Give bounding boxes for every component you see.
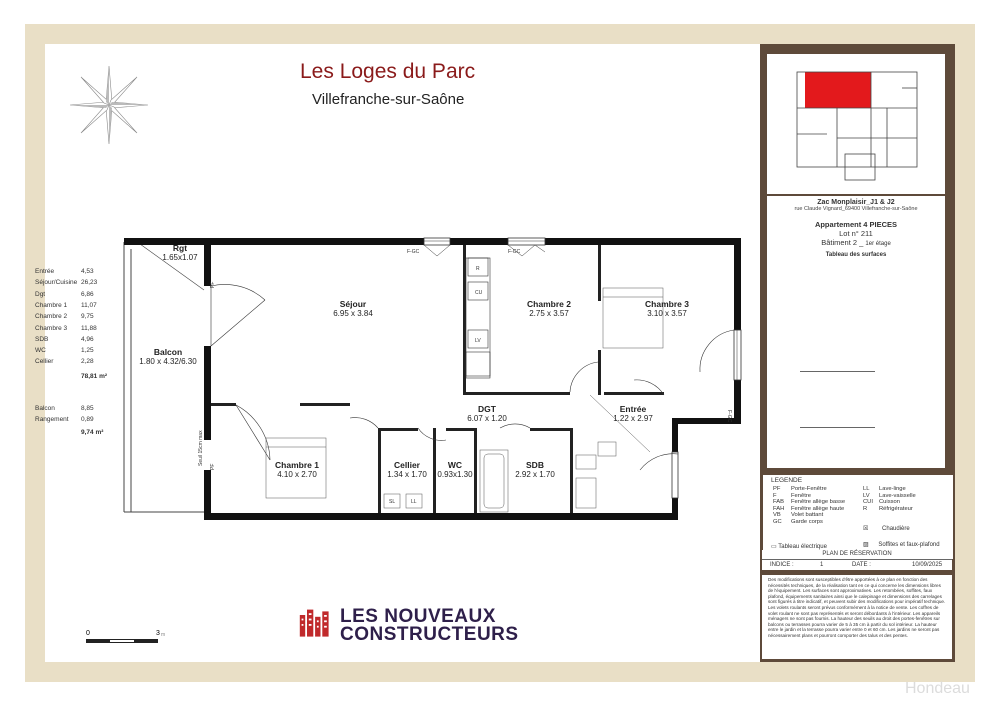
- surface-row: Chambre 1 11,07: [35, 301, 97, 309]
- balcony-outline: [124, 242, 204, 512]
- total-divider: [800, 371, 875, 372]
- disclaimer-notes: Des modifications sont susceptibles d'être apportées à ce plan en fonction des nécessités techniques, de la réalisation tant en ce qui concerne les dimensions libres de l'équipement. Les surfaces sont approximatives. Les retombées, soffites, faux plafond, équipements sanitaires ainsi que le calepinage et dimensions des carrelages sont figurés à titre indicatif, et peuvent subir des modifications pour impératif technique. Les volets roulants seront prévus conformément à la notice de vente. Les coffres de volet roulant ne sont pas représentés et seront débordants à l'intérieur. Les appareils ménagers ne sont pas fournis. La hauteur des seuils au droit des portes-fenêtres sur balcons ou terrasses pourra varier de 5 à 35 cm à partir du sol intérieur. La hauteur entre le jardin et la terrasse pourra varier entre 0 et 60 cm. Les jardins ne seront pas nécessairement plans et pourront comporter des talus et des pentes.: [762, 575, 952, 659]
- room-dimensions: 6.95 x 3.84: [333, 309, 373, 318]
- room-sdb: [500, 460, 570, 480]
- room-dgt: [452, 404, 522, 424]
- brand-logo-icon: [296, 606, 336, 642]
- reservation-title: PLAN DE RÉSERVATION: [762, 550, 952, 560]
- reservation-box: [762, 550, 952, 570]
- room-rgt: [150, 243, 210, 263]
- date-value: 10/09/2025: [912, 562, 943, 568]
- room-name: Entrée: [619, 404, 647, 414]
- legend-tableau: ▭ Tableau électrique: [771, 544, 827, 550]
- date-label: DATE :: [852, 562, 871, 568]
- room-dimensions: 2.75 x 3.57: [529, 309, 569, 318]
- fgc-label-3: F-GC: [726, 410, 732, 423]
- kitchen-counter: [466, 258, 490, 378]
- brand-name-line-2: CONSTRUCTEURS: [340, 624, 519, 645]
- room-chambre-1: [262, 460, 332, 480]
- room-name: Chambre 1: [275, 460, 319, 470]
- fridge-label: R: [476, 266, 480, 272]
- legend-item: CUI Cuisson: [863, 499, 900, 506]
- room-name: Séjour: [339, 299, 367, 309]
- annex-row: Balcon 8,85: [35, 405, 94, 412]
- surface-row: Chambre 3 11,88: [35, 324, 97, 332]
- room-name: Chambre 2: [527, 299, 571, 309]
- apartment-type: Appartement 4 PIECES: [814, 220, 898, 229]
- surface-row: Chambre 2 9,75: [35, 313, 94, 321]
- room-chambre-2: [514, 299, 584, 319]
- scale-three: 3: [156, 630, 160, 637]
- watermark: Hondeau: [905, 680, 970, 697]
- project-city: Villefranche-sur-Saône: [312, 91, 465, 108]
- legend-item: LL Lave-linge: [863, 486, 906, 492]
- scale-unit: m: [161, 632, 166, 638]
- room-name: Balcon: [153, 347, 183, 357]
- project-name: Zac Monplaisir_J1 & J2: [817, 199, 895, 206]
- annex-row: Rangement 0,89: [35, 416, 94, 423]
- legend-item: VB Volet battant: [773, 512, 824, 519]
- room-dimensions: 1.34 x 1.70: [387, 470, 427, 479]
- fgc-label-1: F-GC: [407, 249, 420, 255]
- surface-row: Entrée 4,53: [35, 268, 94, 275]
- room-name: Chambre 3: [645, 299, 689, 309]
- room-chambre-3: [632, 299, 702, 319]
- surface-row: SDB 4,96: [35, 335, 94, 343]
- room-balcon: [130, 347, 206, 367]
- legend-item: PF Porte-Fenêtre: [773, 486, 827, 492]
- room-name: DGT: [478, 404, 496, 414]
- scale-zero: 0: [86, 630, 90, 637]
- legend-soffites: ▨ Soffites et faux-plafond: [863, 542, 940, 548]
- legend-chaudiere: ☒ Chaudière: [863, 526, 910, 532]
- legend-item: GC Garde corps: [773, 519, 823, 525]
- scale-bar: [86, 630, 166, 644]
- room-entree: [598, 404, 668, 424]
- building-floor: Bâtiment 2 _ 1er étage: [821, 238, 891, 247]
- room-name: WC: [447, 460, 463, 470]
- dryer-label: SL: [389, 499, 396, 505]
- surface-row: WC 1,25: [35, 347, 94, 355]
- annex-divider: [800, 427, 875, 428]
- room-dimensions: 3.10 x 3.57: [647, 309, 687, 318]
- room-wc: [434, 460, 476, 480]
- legend-title: LEGENDE: [771, 477, 803, 484]
- room-dimensions: 1.80 x 4.32/6.30: [139, 357, 197, 366]
- brand-name-line-1: LES NOUVEAUX: [340, 606, 496, 627]
- room-dimensions: 2.92 x 1.70: [515, 470, 555, 479]
- pf-label-2: PF: [210, 463, 216, 470]
- legend: [762, 474, 954, 560]
- surface-row: Cellier 2,28: [35, 358, 94, 366]
- legend-item: FAB Fenêtre allège basse: [773, 499, 846, 506]
- room-cellier: [380, 460, 434, 480]
- indice-label: INDICE :: [770, 562, 794, 568]
- fgc-label-2: F-GC: [508, 249, 521, 255]
- room-sejour: [318, 299, 388, 319]
- cooktop-label: CU: [475, 290, 483, 296]
- pf-label-1: PF: [210, 281, 216, 288]
- washer-label: LL: [411, 499, 417, 505]
- room-name: Cellier: [394, 460, 420, 470]
- room-name: SDB: [526, 460, 544, 470]
- project-title: Les Loges du Parc: [300, 60, 476, 83]
- room-name: Rgt: [172, 243, 188, 253]
- room-dimensions: 0.93x1.30: [437, 470, 473, 479]
- project-address: rue Claude Vignard_69400 Villefranche-sur-Saône: [794, 206, 918, 212]
- surface-row: Dgt 6,86: [35, 290, 94, 298]
- room-dimensions: 1.65x1.07: [162, 253, 198, 262]
- legend-item: LV Lave-vaisselle: [863, 492, 916, 499]
- room-dimensions: 1.22 x 2.97: [613, 414, 653, 423]
- legend-item: FAH Fenêtre allège haute: [773, 505, 845, 512]
- indice-value: 1: [820, 562, 824, 568]
- lot-number: Lot n° 211: [839, 229, 873, 238]
- surface-table-title: Tableau des surfaces: [825, 252, 887, 258]
- legend-item: F Fenêtre: [773, 492, 811, 499]
- legend-item: R Réfrigérateur: [863, 505, 913, 512]
- dishwasher-label: LV: [475, 338, 481, 344]
- seuil-label: Seuil 15cm max: [198, 430, 204, 466]
- room-dimensions: 4.10 x 2.70: [277, 470, 317, 479]
- room-dimensions: 6.07 x 1.20: [467, 414, 507, 423]
- surface-row: Séjour/Cuisine 26,23: [35, 279, 98, 287]
- building-thumbnail: [767, 54, 945, 194]
